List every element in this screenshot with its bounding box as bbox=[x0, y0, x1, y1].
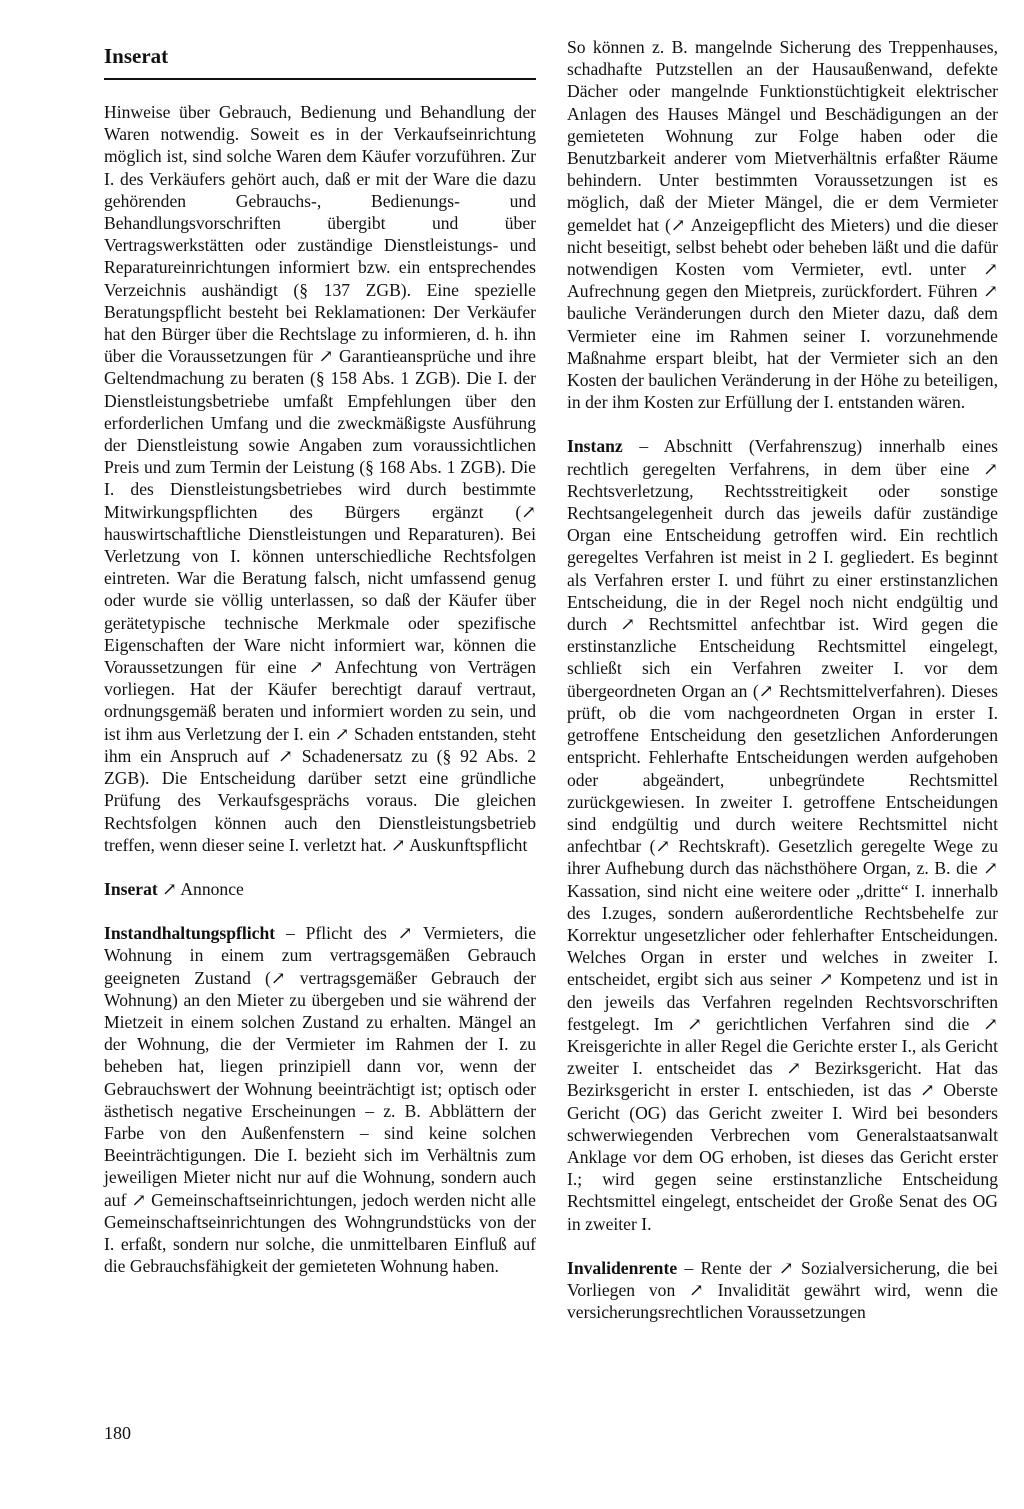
entry-term: Instanz bbox=[567, 436, 623, 457]
header-rule bbox=[104, 78, 536, 80]
page-number: 180 bbox=[104, 1423, 131, 1443]
entry-term: Inserat bbox=[104, 878, 158, 899]
entry-term: Instandhaltungspflicht bbox=[104, 923, 276, 944]
left-column bbox=[104, 101, 536, 1299]
entry-text: So können z. B. mangelnde Sicherung des Treppenhauses, schadhafte Putzstellen an der Hausaußenwand, defekte Dächer oder mangelnde Funktionstüchtigkeit elektrischer Anlagen des Hauses Mängel und Beschädigungen an der gemieteten Wohnung zur Folge haben oder die Benutzbarkeit anderer vom Mietverhältnis erfaßter Räume behindern. Unter bestimmten Voraussetzungen ist es möglich, daß der Mieter Mängel, die er dem Vermieter gemeldet hat (↗ Anzeigepflicht des Mieters) und die dieser nicht beseitigt, selbst behebt oder beheben läßt und die dafür notwendigen Kosten vom Vermieter, evtl. unter ↗ Aufrechnung gegen den Mietpreis, zurückfordert. Führen ↗ bauliche Veränderungen durch den Mieter dazu, daß dem Vermieter eine im Rahmen seiner I. vorzunehmende Maßnahme erspart bleibt, hat der Vermieter sich an den Kosten der baulichen Veränderung in der Höhe zu beteiligen, in der ihm Kosten zur Erfüllung der I. entstanden wären. bbox=[567, 37, 998, 413]
entry-instanz bbox=[567, 435, 998, 1234]
entry-text: Hinweise über Gebrauch, Bedienung und Behandlung der Waren notwendig. Soweit es in der Verkaufseinrichtung möglich ist, sind solche Waren dem Käufer vorzuführen. Zur I. des Verkäufers gehört auch, daß er mit der Ware die dazu gehörenden Gebrauchs-, Bedienungs- und Behandlungsvorschriften übergibt und über Vertragswerkstätten oder zuständige Dienstleistungs- und Reparatureinrichtungen informiert bzw. ein entsprechendes Verzeichnis aushändigt (§ 137 ZGB). Eine spezielle Beratungspflicht besteht bei Reklamationen: Der Verkäufer hat den Bürger über die Rechtslage zu informieren, d. h. ihn über die Voraussetzungen für ↗ Garantieansprüche und ihre Geltendmachung zu beraten (§ 158 Abs. 1 ZGB). Die I. der Dienstleistungsbetriebe umfaßt Empfehlungen über den erforderlichen Umfang und die zweckmäßigste Ausführung der Dienstleistung sowie Angaben zum voraussichtlichen Preis und zum Termin der Leistung (§ 168 Abs. 1 ZGB). Die I. des Dienstleistungsbetriebes wird durch bestimmte Mitwirkungspflichten des Bürgers ergänzt (↗ hauswirtschaftliche Dienstleistungen und Reparaturen). Bei Verletzung von I. können unterschiedliche Rechtsfolgen eintreten. War die Beratung falsch, nicht umfassend genug oder wurde sie völlig unterlassen, so daß der Käufer über gerätetypische technische Merkmale oder spezifische Eigenschaften der Ware nicht informiert war, können die Voraussetzungen für eine ↗ Anfechtung von Verträgen vorliegen. Hat der Käufer berechtigt darauf vertraut, ordnungsgemäß beraten und informiert worden zu sein, und ist ihm aus Verletzung der I. ein ↗ Schaden entstanden, steht ihm ein Anspruch auf ↗ Schadenersatz zu (§ 92 Abs. 2 ZGB). Die Entscheidung darüber setzt eine gründliche Prüfung des Verkaufsgesprächs voraus. Die gleichen Rechtsfolgen können auch den Dienstleistungsbetrieb treffen, wenn dieser seine I. verletzt hat. ↗ Auskunftspflicht bbox=[104, 102, 536, 855]
entry-inserat bbox=[104, 878, 536, 900]
right-column bbox=[567, 36, 998, 1345]
entry-invalidenrente bbox=[567, 1257, 998, 1324]
entry-text: ↗ Annonce bbox=[157, 878, 244, 899]
entry-text: – Abschnitt (Verfahrenszug) innerhalb eines rechtlich geregelten Verfahrens, in dem über eine ↗ Rechtsverletzung, Rechtsstreitigkeit oder sonstige Rechtsangelegenheit durch das jeweils dafür zuständige Organ eine Entscheidung getroffen wird. Ein rechtlich geregeltes Verfahren ist meist in 2 I. gegliedert. Es beginnt als Verfahren erster I. und führt zu einer erstinstanzlichen Entscheidung, die in der Regel noch nicht endgültig und durch ↗ Rechtsmittel anfechtbar ist. Wird gegen die erstinstanzliche Entscheidung Rechtsmittel eingelegt, schließt sich ein Verfahren zweiter I. vor dem übergeordneten Organ an (↗ Rechtsmittelverfahren). Dieses prüft, ob die vom nachgeordneten Organ in erster I. getroffene Entscheidung den gesetzlichen Anforderungen entspricht. Fehlerhafte Entscheidungen werden aufgehoben oder abgeändert, unbegründete Rechtsmittel zurückgewiesen. In zweiter I. getroffene Entscheidungen sind endgültig und durch weitere Rechtsmittel nicht anfechtbar (↗ Rechtskraft). Gesetzlich geregelte Wege zu ihrer Aufhebung durch das nächsthöhere Organ, z. B. die ↗ Kassation, sind nicht eine weitere oder „dritte“ I. innerhalb des I.zuges, sondern außerordentliche Rechtsbehelfe zur Korrektur ungesetzlicher oder fehlerhafter Entscheidungen. Welches Organ in erster und welches in zweiter I. entscheidet, ergibt sich aus seiner ↗ Kompetenz und ist in den jeweils das Verfahren regelnden Rechtsvorschriften festgelegt. Im ↗ gerichtlichen Verfahren sind die ↗ Kreisgerichte in aller Regel die Gerichte erster I., als Gericht zweiter I. entscheidet das ↗ Bezirksgericht. Hat das Bezirksgericht in erster I. entschieden, ist das ↗ Oberste Gericht (OG) das Gericht zweiter I. Wird bei besonders schwerwiegenden Verbrechen vom Generalstaatsanwalt Anklage vor dem OG erhoben, ist dieses das Gericht erster I.; wird gegen seine erstinstanzliche Entscheidung Rechtsmittel eingelegt, entscheidet der Große Senat des OG in zweiter I. bbox=[567, 436, 998, 1234]
entry-continuation-right bbox=[567, 36, 998, 413]
entry-term: Invalidenrente bbox=[567, 1257, 678, 1278]
entry-continuation-left bbox=[104, 101, 536, 856]
running-head: Inserat bbox=[104, 44, 169, 68]
entry-text: – Rente der ↗ Sozialversicherung, die bei Vorliegen von ↗ Invalidität gewährt wird, wenn die versicherungsrechtlichen Voraussetzungen bbox=[567, 1257, 998, 1323]
entry-text: – Pflicht des ↗ Vermieters, die Wohnung in einem zum vertragsgemäßen Gebrauch geeigneten Zustand (↗ vertragsgemäßer Gebrauch der Wohnung) an den Mieter zu übergeben und sie während der Mietzeit in einem solchen Zustand zu erhalten. Mängel an der Wohnung, die der Vermieter im Rahmen der I. zu beheben hat, liegen prinzipiell dann vor, wenn der Gebrauchswert der Wohnung beeinträchtigt ist; optisch oder ästhetisch negative Erscheinungen – z. B. Abblättern der Farbe von den Außenfenstern – sind keine solchen Beeinträchtigungen. Die I. bezieht sich im Verhältnis zum jeweiligen Mieter nicht nur auf die Wohnung, sondern auch auf ↗ Gemeinschaftseinrichtungen, jedoch werden nicht alle Gemeinschaftseinrichtungen des Wohngrundstücks von der I. erfaßt, sondern nur solche, die unmittelbaren Einfluß auf die Gebrauchsfähigkeit der gemieteten Wohnung haben. bbox=[104, 923, 536, 1277]
entry-instandhaltungspflicht bbox=[104, 922, 536, 1277]
